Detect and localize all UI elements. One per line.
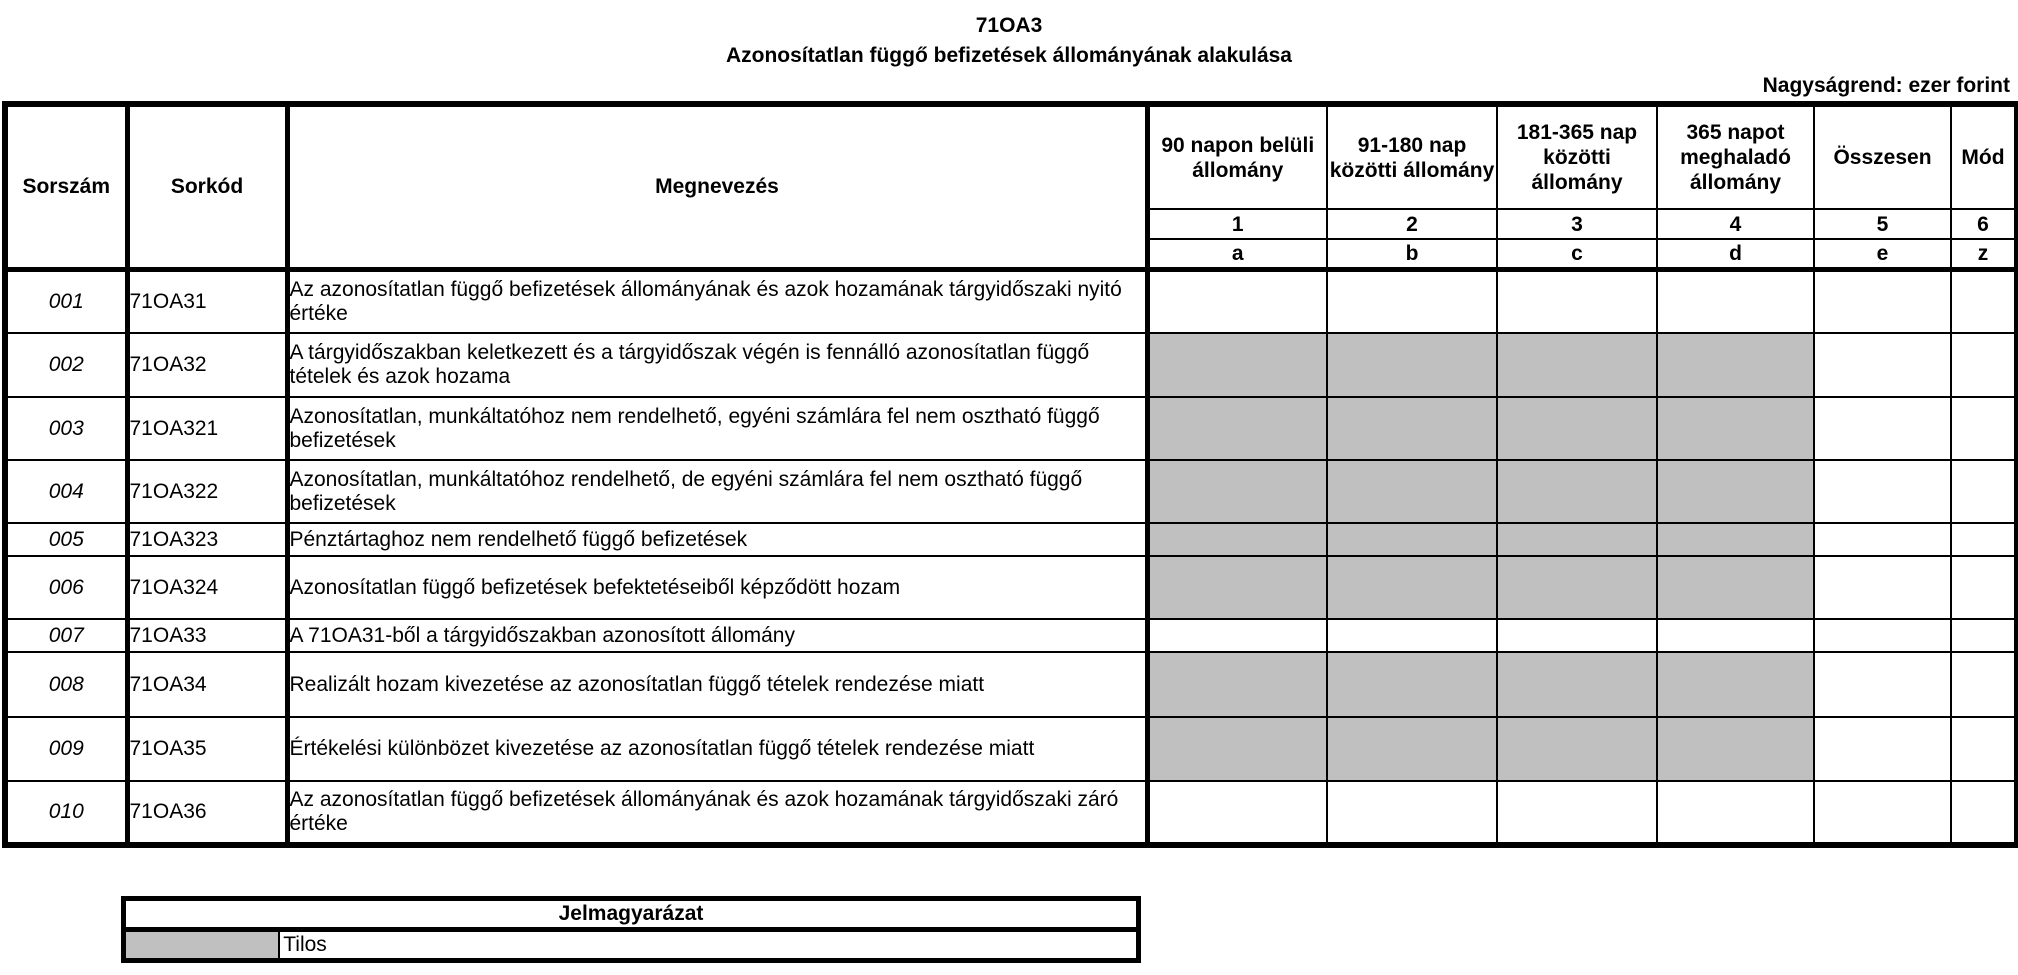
forbidden-cell: [1147, 460, 1327, 523]
value-cell[interactable]: [1814, 556, 1951, 619]
value-cell[interactable]: [1951, 397, 2017, 460]
forbidden-cell: [1327, 333, 1497, 397]
forbidden-cell: [1657, 397, 1814, 460]
row-number: 009: [5, 717, 127, 781]
row-code: 71OA32: [127, 333, 287, 397]
col-number-6: 6: [1951, 209, 2017, 239]
table-row: [5, 652, 2017, 717]
row-name: Az azonosítatlan függő befizetések állományának és azok hozamának tárgyidőszaki záró értéke: [287, 781, 1147, 845]
forbidden-cell: [1147, 397, 1327, 460]
table-row: [5, 333, 2017, 397]
col-header-6: Mód: [1951, 104, 2017, 209]
legend-box: [121, 896, 1141, 963]
row-code: 71OA36: [127, 781, 287, 845]
forbidden-cell: [1657, 333, 1814, 397]
value-cell[interactable]: [1951, 619, 2017, 652]
value-cell[interactable]: [1951, 523, 2017, 556]
value-cell[interactable]: [1327, 781, 1497, 845]
col-header-sorszam: Sorszám: [5, 104, 127, 269]
col-letter-e: e: [1814, 239, 1951, 269]
row-name: Pénztártaghoz nem rendelhető függő befizetések: [287, 523, 1147, 556]
row-number: 002: [5, 333, 127, 397]
forbidden-cell: [1327, 397, 1497, 460]
col-header-sorkod: Sorkód: [127, 104, 287, 269]
value-cell[interactable]: [1497, 269, 1657, 333]
row-code: 71OA323: [127, 523, 287, 556]
value-cell[interactable]: [1951, 781, 2017, 845]
row-name: Az azonosítatlan függő befizetések állományának és azok hozamának tárgyidőszaki nyitó értéke: [287, 269, 1147, 333]
col-header-1: 90 napon belüli állomány: [1147, 104, 1327, 209]
row-code: 71OA35: [127, 717, 287, 781]
row-number: 003: [5, 397, 127, 460]
col-header-5: Összesen: [1814, 104, 1951, 209]
col-letter-c: c: [1497, 239, 1657, 269]
forbidden-cell: [1657, 460, 1814, 523]
value-cell[interactable]: [1814, 269, 1951, 333]
forbidden-cell: [1327, 523, 1497, 556]
row-name: Értékelési különbözet kivezetése az azonosítatlan függő tételek rendezése miatt: [287, 717, 1147, 781]
row-code: 71OA322: [127, 460, 287, 523]
value-cell[interactable]: [1657, 269, 1814, 333]
table-row: [5, 781, 2017, 845]
row-name: Azonosítatlan, munkáltatóhoz nem rendelhető, egyéni számlára fel nem osztható függő befizetések: [287, 397, 1147, 460]
data-table: [2, 101, 2018, 848]
row-name: Azonosítatlan függő befizetések befektetéseiből képződött hozam: [287, 556, 1147, 619]
table-row: [5, 619, 2017, 652]
row-number: 004: [5, 460, 127, 523]
table-row: [5, 460, 2017, 523]
forbidden-cell: [1327, 652, 1497, 717]
table-row: [5, 523, 2017, 556]
forbidden-cell: [1497, 333, 1657, 397]
value-cell[interactable]: [1814, 523, 1951, 556]
row-name: Azonosítatlan, munkáltatóhoz rendelhető, de egyéni számlára fel nem osztható függő befizetések: [287, 460, 1147, 523]
forbidden-cell: [1657, 523, 1814, 556]
value-cell[interactable]: [1951, 717, 2017, 781]
forbidden-cell: [1497, 460, 1657, 523]
table-row: [5, 556, 2017, 619]
row-name: Realizált hozam kivezetése az azonosítatlan függő tételek rendezése miatt: [287, 652, 1147, 717]
report-code: 71OA3: [975, 14, 1043, 37]
row-code: 71OA31: [127, 269, 287, 333]
col-header-megnevezes: Megnevezés: [287, 104, 1147, 269]
col-letter-z: z: [1951, 239, 2017, 269]
value-cell[interactable]: [1497, 619, 1657, 652]
col-letter-a: a: [1147, 239, 1327, 269]
forbidden-cell: [1327, 717, 1497, 781]
legend-title: Jelmagyarázat: [124, 899, 1139, 930]
value-cell[interactable]: [1951, 460, 2017, 523]
col-header-4: 365 napot meghaladó állomány: [1657, 104, 1814, 209]
forbidden-cell: [1327, 460, 1497, 523]
forbidden-cell: [1657, 556, 1814, 619]
value-cell[interactable]: [1951, 333, 2017, 397]
legend-forbidden-label: Tilos: [279, 930, 1138, 961]
value-cell[interactable]: [1147, 619, 1327, 652]
row-code: 71OA324: [127, 556, 287, 619]
col-header-2: 91-180 nap közötti állomány: [1327, 104, 1497, 209]
value-cell[interactable]: [1951, 652, 2017, 717]
legend-forbidden-swatch: [124, 930, 280, 961]
value-cell[interactable]: [1657, 619, 1814, 652]
value-cell[interactable]: [1951, 269, 2017, 333]
table-row: [5, 397, 2017, 460]
unit-note: Nagyságrend: ezer forint: [1762, 74, 2010, 97]
forbidden-cell: [1147, 523, 1327, 556]
value-cell[interactable]: [1327, 269, 1497, 333]
value-cell[interactable]: [1147, 269, 1327, 333]
forbidden-cell: [1657, 652, 1814, 717]
row-name: A 71OA31-ből a tárgyidőszakban azonosított állomány: [287, 619, 1147, 652]
value-cell[interactable]: [1951, 556, 2017, 619]
forbidden-cell: [1497, 556, 1657, 619]
row-code: 71OA321: [127, 397, 287, 460]
col-number-4: 4: [1657, 209, 1814, 239]
row-number: 005: [5, 523, 127, 556]
forbidden-cell: [1497, 523, 1657, 556]
value-cell[interactable]: [1814, 619, 1951, 652]
value-cell[interactable]: [1814, 397, 1951, 460]
value-cell[interactable]: [1147, 781, 1327, 845]
forbidden-cell: [1147, 333, 1327, 397]
col-number-5: 5: [1814, 209, 1951, 239]
row-number: 010: [5, 781, 127, 845]
row-code: 71OA33: [127, 619, 287, 652]
forbidden-cell: [1147, 652, 1327, 717]
value-cell[interactable]: [1814, 460, 1951, 523]
col-letter-b: b: [1327, 239, 1497, 269]
value-cell[interactable]: [1814, 652, 1951, 717]
col-number-2: 2: [1327, 209, 1497, 239]
report-title: Azonosítatlan függő befizetések állományának alakulása: [725, 44, 1292, 67]
value-cell[interactable]: [1327, 619, 1497, 652]
row-code: 71OA34: [127, 652, 287, 717]
forbidden-cell: [1147, 556, 1327, 619]
row-number: 008: [5, 652, 127, 717]
col-letter-d: d: [1657, 239, 1814, 269]
value-cell[interactable]: [1814, 333, 1951, 397]
table-row: [5, 717, 2017, 781]
forbidden-cell: [1657, 717, 1814, 781]
forbidden-cell: [1147, 717, 1327, 781]
row-number: 001: [5, 269, 127, 333]
row-number: 006: [5, 556, 127, 619]
table-row: [5, 269, 2017, 333]
row-number: 007: [5, 619, 127, 652]
forbidden-cell: [1497, 717, 1657, 781]
value-cell[interactable]: [1657, 781, 1814, 845]
row-name: A tárgyidőszakban keletkezett és a tárgyidőszak végén is fennálló azonosítatlan függő tételek és azok hozama: [287, 333, 1147, 397]
forbidden-cell: [1497, 397, 1657, 460]
value-cell[interactable]: [1814, 717, 1951, 781]
value-cell[interactable]: [1497, 781, 1657, 845]
value-cell[interactable]: [1814, 781, 1951, 845]
col-header-3: 181-365 nap közötti állomány: [1497, 104, 1657, 209]
forbidden-cell: [1497, 652, 1657, 717]
col-number-3: 3: [1497, 209, 1657, 239]
col-number-1: 1: [1147, 209, 1327, 239]
forbidden-cell: [1327, 556, 1497, 619]
